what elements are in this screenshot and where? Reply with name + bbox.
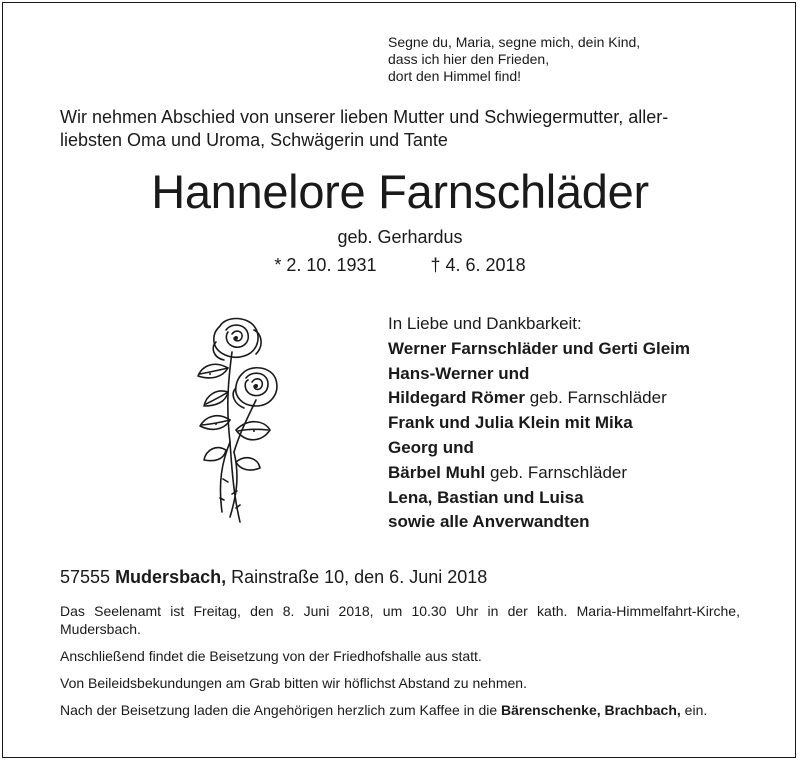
mourner-line <box>388 461 788 486</box>
note-requiem: Das Seelenamt ist Freitag, den 8. Juni 2018, um 10.30 Uhr in der kath. Maria-Himmelfahrt-Kirche, Mudersbach. <box>60 603 740 637</box>
mourner-born: geb. Farnschläder <box>485 462 628 482</box>
mourner-line <box>388 386 788 411</box>
mourner-line: Frank und Julia Klein mit Mika <box>388 413 633 433</box>
mourner-name: Bärbel Muhl <box>388 462 486 482</box>
mourner-line: Werner Farnschläder und Gerti Gleim <box>388 338 690 358</box>
mourner-line: sowie alle Anverwandten <box>388 512 590 532</box>
mourner-line: Hans-Werner und <box>388 363 530 383</box>
intro-text <box>60 106 750 152</box>
note-coffee-end: ein. <box>680 702 708 718</box>
address-town: Mudersbach, <box>115 567 227 587</box>
mourner-born: geb. Farnschläder <box>524 388 667 408</box>
note-coffee-venue: Bärenschenke, Brachbach, <box>501 702 681 718</box>
note-burial: Anschließend findet die Beisetzung von der Friedhofshalle aus statt. <box>60 648 482 664</box>
mourner-line: Lena, Bastian und Luisa <box>388 487 584 507</box>
verse-line: dass ich hier den Frieden, <box>388 51 550 67</box>
address-rest: Rainstraße 10, den 6. Juni 2018 <box>226 567 488 587</box>
mourners-list <box>388 312 788 535</box>
born-name: geb. Gerhardus <box>337 227 463 247</box>
note-condolences: Von Beileidsbekundungen am Grab bitten wir höflichst Abstand zu nehmen. <box>60 675 527 691</box>
note-coffee-text: Nach der Beisetzung laden die Angehörigen herzlich zum Kaffee in die <box>60 702 502 718</box>
deceased-name: Hannelore Farnschläder <box>151 165 649 218</box>
death-date: † 4. 6. 2018 <box>430 255 526 275</box>
intro-line: liebsten Oma und Uroma, Schwägerin und Tante <box>60 130 448 150</box>
funeral-notes <box>60 602 740 728</box>
mourner-line: Georg und <box>388 437 474 457</box>
verse-line: dort den Himmel find! <box>388 68 522 84</box>
intro-line: Wir nehmen Abschied von unserer lieben Mutter und Schwiegermutter, aller- <box>60 107 669 127</box>
verse-line: Segne du, Maria, segne mich, dein Kind, <box>388 34 641 50</box>
verse <box>388 34 768 85</box>
rose-illustration <box>170 312 280 532</box>
note-coffee <box>60 701 740 719</box>
address-line <box>60 566 760 588</box>
mourner-name: Hildegard Römer <box>388 388 525 408</box>
address-zip: 57555 <box>60 567 116 587</box>
birth-date: * 2. 10. 1931 <box>274 255 377 275</box>
mourners-intro: In Liebe und Dankbarkeit: <box>388 314 582 333</box>
life-dates <box>0 254 800 276</box>
